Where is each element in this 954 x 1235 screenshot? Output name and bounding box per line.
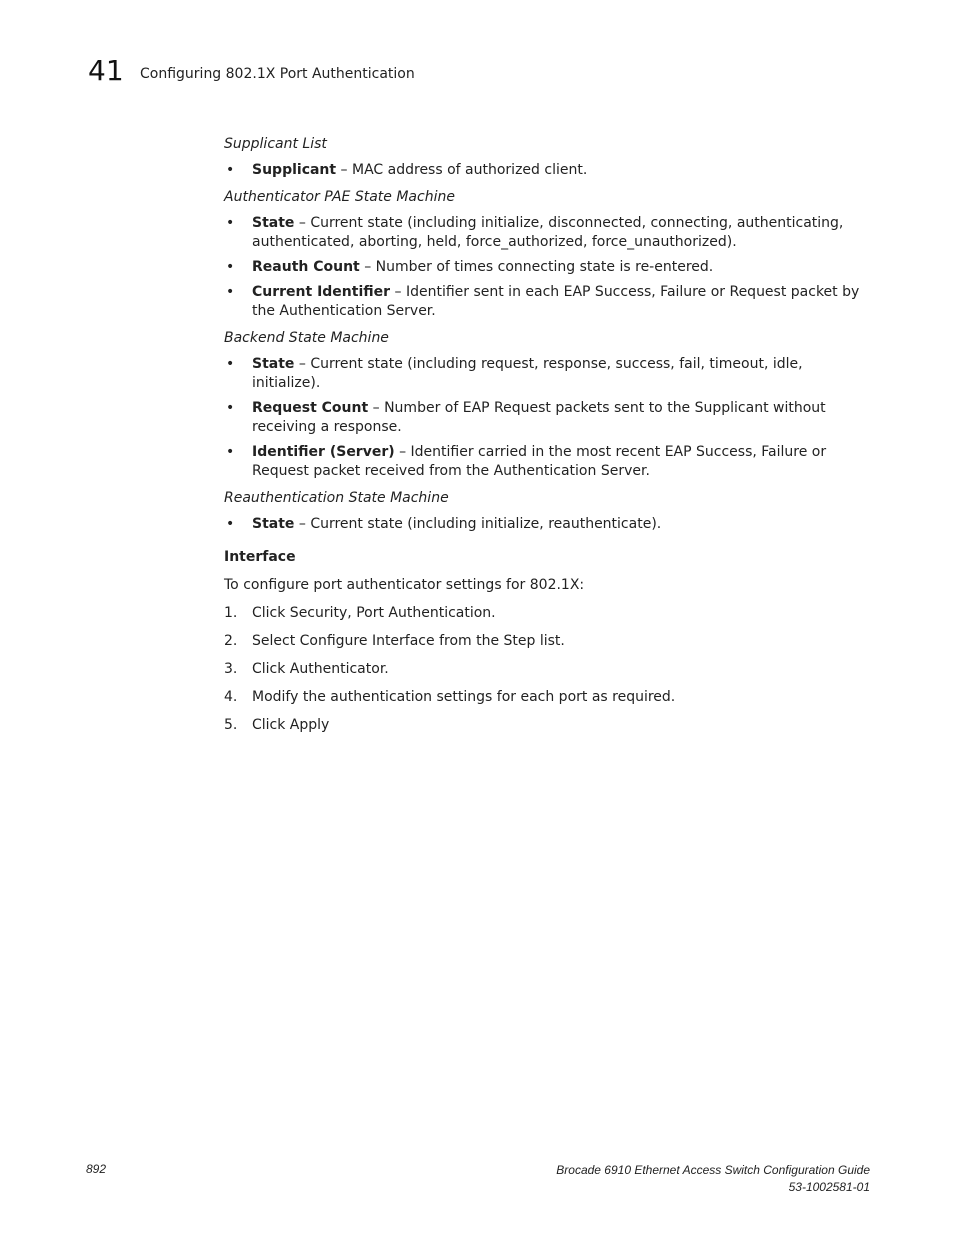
item-term: Request Count xyxy=(252,400,369,416)
bullet-list xyxy=(224,515,864,534)
page-footer xyxy=(556,1162,870,1196)
item-desc: – Identifier sent in each EAP Success, Failure or Request packet by the Authentication Server. xyxy=(252,284,860,319)
step-item xyxy=(224,686,864,714)
item-term: Reauth Count xyxy=(252,259,360,275)
list-item xyxy=(224,283,864,321)
step-number: 3. xyxy=(224,661,238,677)
item-desc: – Current state (including request, response, success, fail, timeout, idle, initialize). xyxy=(252,356,803,391)
bullet-list xyxy=(224,161,864,180)
list-item xyxy=(224,161,864,180)
list-item xyxy=(224,258,864,277)
interface-heading: Interface xyxy=(224,549,296,565)
step-text: Modify the authentication settings for each port as required. xyxy=(252,689,676,705)
list-item xyxy=(224,443,864,481)
bullet-list xyxy=(224,355,864,481)
step-text: Click Security, Port Authentication. xyxy=(252,605,496,621)
step-number: 5. xyxy=(224,717,238,733)
bullet-icon: • xyxy=(226,284,235,300)
item-term: Current Identifier xyxy=(252,284,391,300)
item-term: State xyxy=(252,356,295,372)
list-item xyxy=(224,399,864,437)
step-number: 2. xyxy=(224,633,238,649)
bullet-icon: • xyxy=(226,215,235,231)
doc-number: 53-1002581-01 xyxy=(788,1180,870,1194)
item-term: State xyxy=(252,215,295,231)
bullet-icon: • xyxy=(226,400,235,416)
section-heading: Authenticator PAE State Machine xyxy=(224,189,455,205)
section-heading: Backend State Machine xyxy=(224,330,389,346)
list-item xyxy=(224,515,864,534)
step-text: Click Apply xyxy=(252,717,330,733)
item-desc: – Number of times connecting state is re-entered. xyxy=(359,259,714,275)
section-heading: Supplicant List xyxy=(224,136,327,152)
item-term: State xyxy=(252,516,295,532)
step-text: Click Authenticator. xyxy=(252,661,389,677)
step-list xyxy=(224,602,864,742)
bullet-icon: • xyxy=(226,259,235,275)
list-item xyxy=(224,214,864,252)
item-term: Supplicant xyxy=(252,162,337,178)
item-desc: – MAC address of authorized client. xyxy=(336,162,588,178)
step-item xyxy=(224,630,864,658)
item-desc: – Current state (including initialize, disconnected, connecting, authenticating, authenticated, aborting, held, force_authorized, force_unauthorized). xyxy=(252,215,844,250)
item-term: Identifier (Server) xyxy=(252,444,395,460)
step-item xyxy=(224,714,864,742)
bullet-icon: • xyxy=(226,444,235,460)
chapter-number: 41 xyxy=(88,54,124,87)
bullet-icon: • xyxy=(226,516,235,532)
interface-intro: To configure port authenticator settings for 802.1X: xyxy=(224,577,585,593)
bullet-icon: • xyxy=(226,356,235,372)
step-text: Select Configure Interface from the Step list. xyxy=(252,633,565,649)
guide-title: Brocade 6910 Ethernet Access Switch Configuration Guide xyxy=(556,1163,870,1177)
item-desc: – Identifier carried in the most recent EAP Success, Failure or Request packet received from the Authentication Server. xyxy=(252,444,827,479)
bullet-list xyxy=(224,214,864,321)
chapter-title: Configuring 802.1X Port Authentication xyxy=(140,66,415,82)
page-number: 892 xyxy=(86,1162,107,1176)
main-content xyxy=(224,133,864,742)
step-number: 4. xyxy=(224,689,238,705)
step-number: 1. xyxy=(224,605,238,621)
item-desc: – Number of EAP Request packets sent to the Supplicant without receiving a response. xyxy=(252,400,826,435)
section-heading: Reauthentication State Machine xyxy=(224,490,449,506)
item-desc: – Current state (including initialize, reauthenticate). xyxy=(294,516,662,532)
step-item xyxy=(224,602,864,630)
step-item xyxy=(224,658,864,686)
bullet-icon: • xyxy=(226,162,235,178)
list-item xyxy=(224,355,864,393)
